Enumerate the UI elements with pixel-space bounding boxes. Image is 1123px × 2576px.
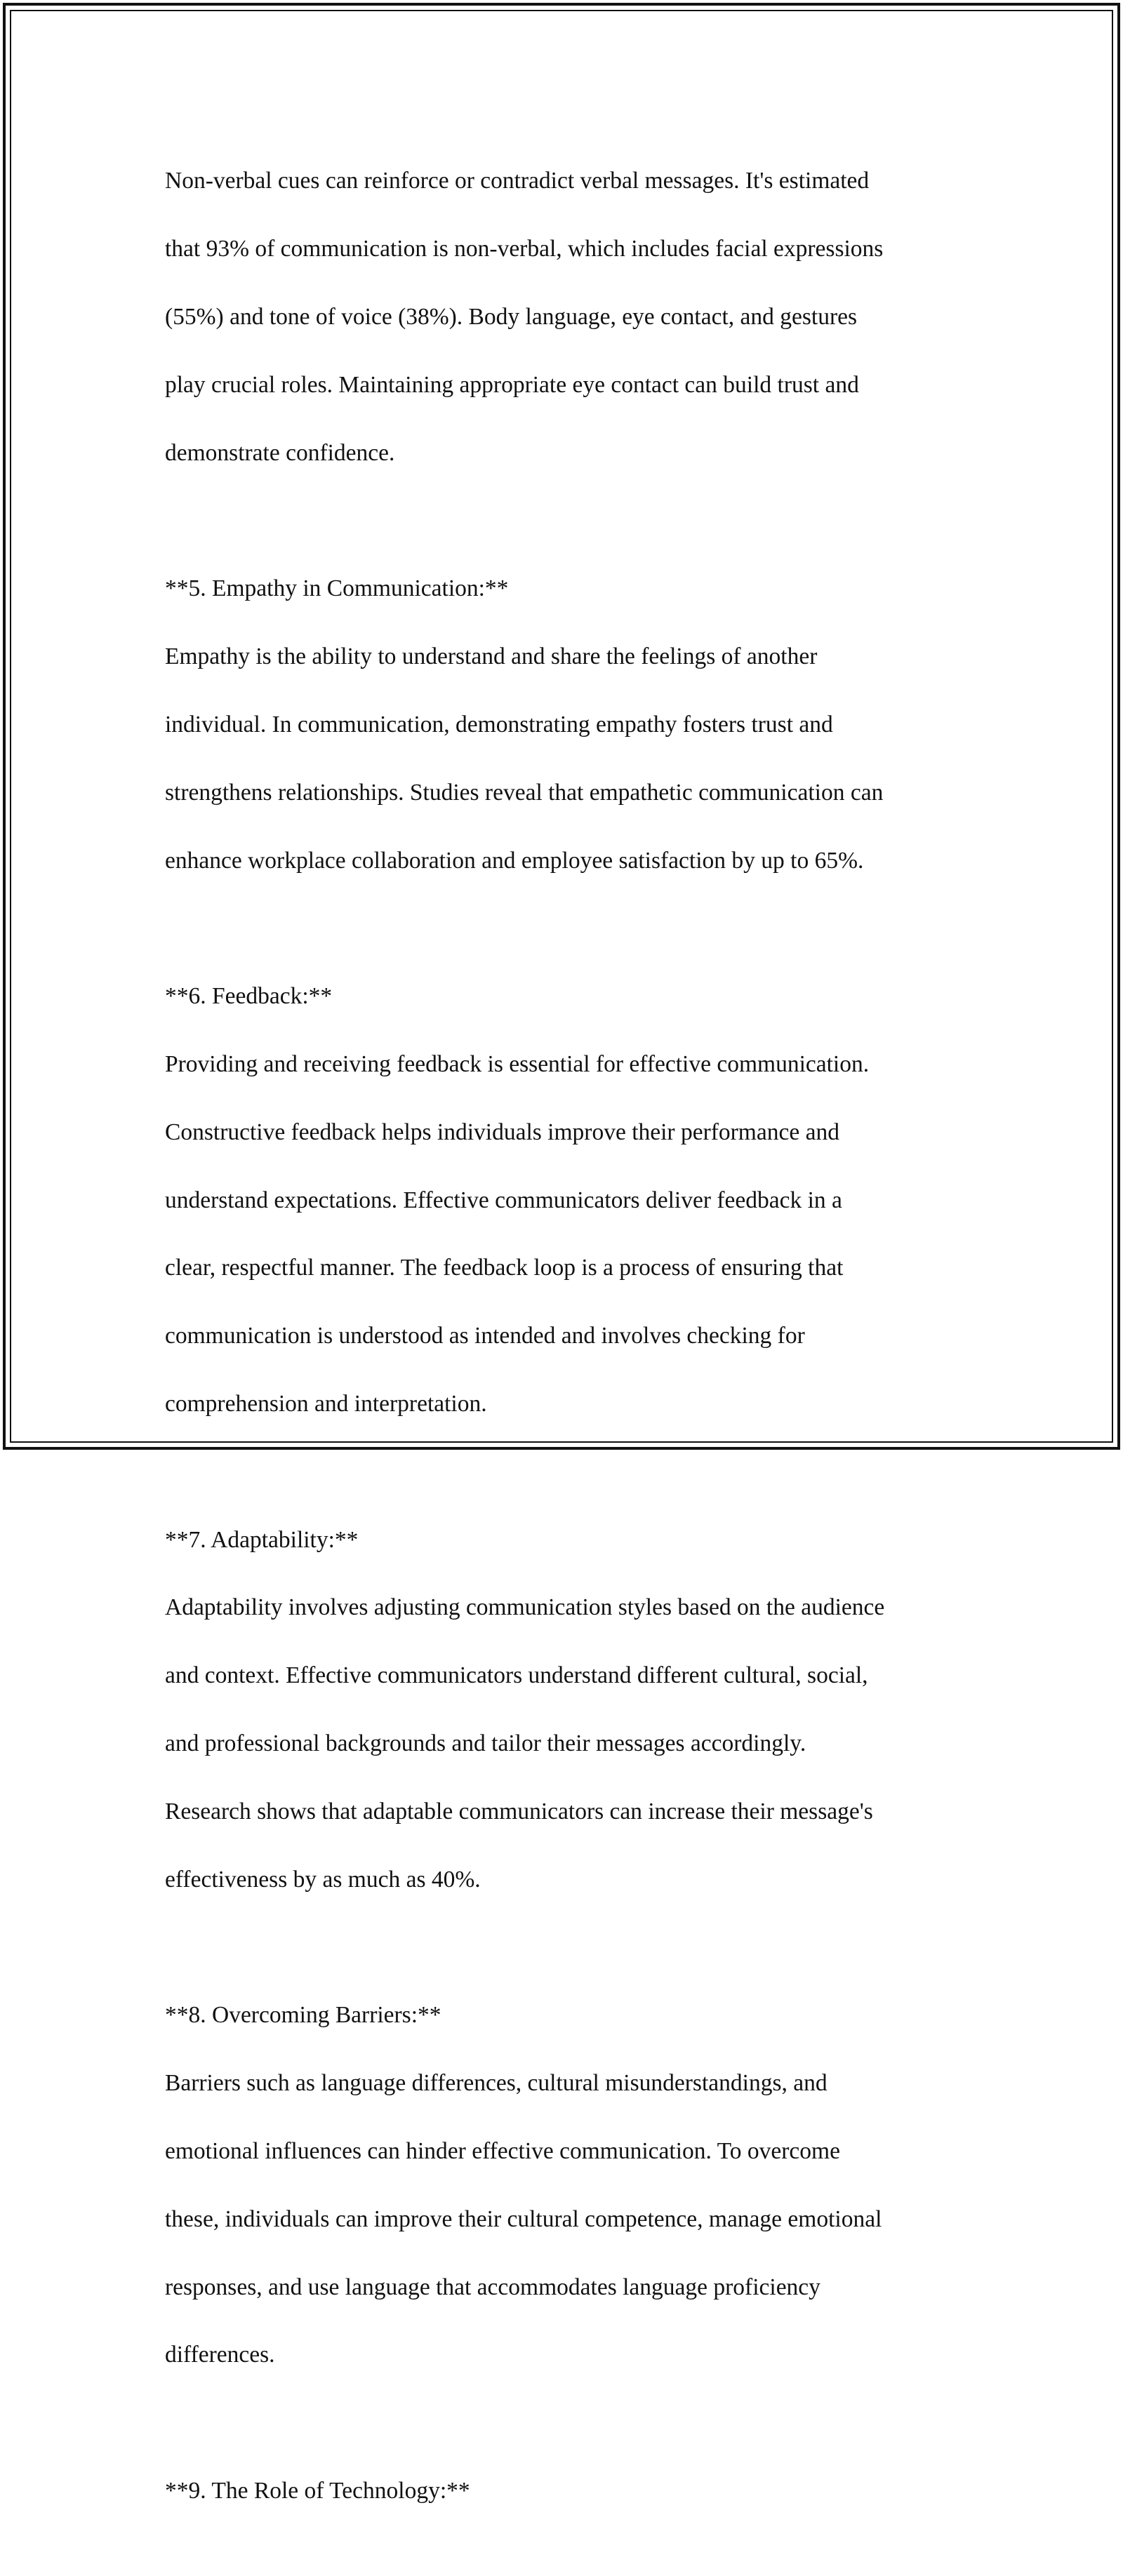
text-line: clear, respectful manner. The feedback loop is a process of ensuring that (165, 1255, 844, 1281)
text-line: these, individuals can improve their cultural competence, manage emotional (165, 2205, 882, 2232)
text-line: Constructive feedback helps individuals improve their performance and (165, 1119, 839, 1145)
section-heading: **5. Empathy in Communication:** (165, 575, 509, 602)
text-line: Empathy is the ability to understand and share the feelings of another (165, 643, 818, 670)
section-heading: **6. Feedback:** (165, 983, 333, 1010)
text-line: emotional influences can hinder effective communication. To overcome (165, 2137, 840, 2164)
section-empathy (165, 538, 965, 912)
text-line: understand expectations. Effective communicators deliver feedback in a (165, 1187, 842, 1213)
text-line: comprehension and interpretation. (165, 1391, 487, 1417)
document-body (165, 131, 965, 2576)
section-adaptability (165, 1489, 965, 1930)
text-line: that 93% of communication is non-verbal, which includes facial expressions (165, 236, 884, 262)
text-line: communication is understood as intended and involves checking for (165, 1323, 805, 1349)
text-line: Adaptability involves adjusting communication styles based on the audience (165, 1594, 885, 1621)
intro-paragraph (165, 131, 965, 504)
section-feedback (165, 946, 965, 1455)
text-line: and context. Effective communicators understand different cultural, social, (165, 1662, 868, 1689)
text-line: strengthens relationships. Studies reveal that empathetic communication can (165, 779, 884, 806)
text-line: Providing and receiving feedback is essential for effective communication. (165, 1050, 870, 1077)
text-line: enhance workplace collaboration and employee satisfaction by up to 65%. (165, 847, 864, 874)
text-line: and professional backgrounds and tailor their messages accordingly. (165, 1730, 806, 1757)
section-heading: **7. Adaptability:** (165, 1526, 359, 1553)
text-line: Barriers such as language differences, cultural misunderstandings, and (165, 2070, 828, 2097)
text-line: play crucial roles. Maintaining appropriate eye contact can build trust and (165, 371, 859, 398)
section-heading: **9. The Role of Technology:** (165, 2477, 470, 2504)
text-line: (55%) and tone of voice (38%). Body language, eye contact, and gestures (165, 304, 858, 331)
section-barriers (165, 1965, 965, 2406)
text-line: responses, and use language that accommodates language proficiency (165, 2274, 820, 2300)
text-line: Research shows that adaptable communicators can increase their message's (165, 1798, 873, 1824)
section-technology (165, 2441, 965, 2542)
section-heading: **8. Overcoming Barriers:** (165, 2002, 441, 2029)
text-line: individual. In communication, demonstrating empathy fosters trust and (165, 711, 833, 738)
text-line: effectiveness by as much as 40%. (165, 1866, 481, 1893)
text-line: differences. (165, 2342, 275, 2368)
text-line: demonstrate confidence. (165, 439, 395, 466)
text-line: Non-verbal cues can reinforce or contradict verbal messages. It's estimated (165, 168, 870, 194)
